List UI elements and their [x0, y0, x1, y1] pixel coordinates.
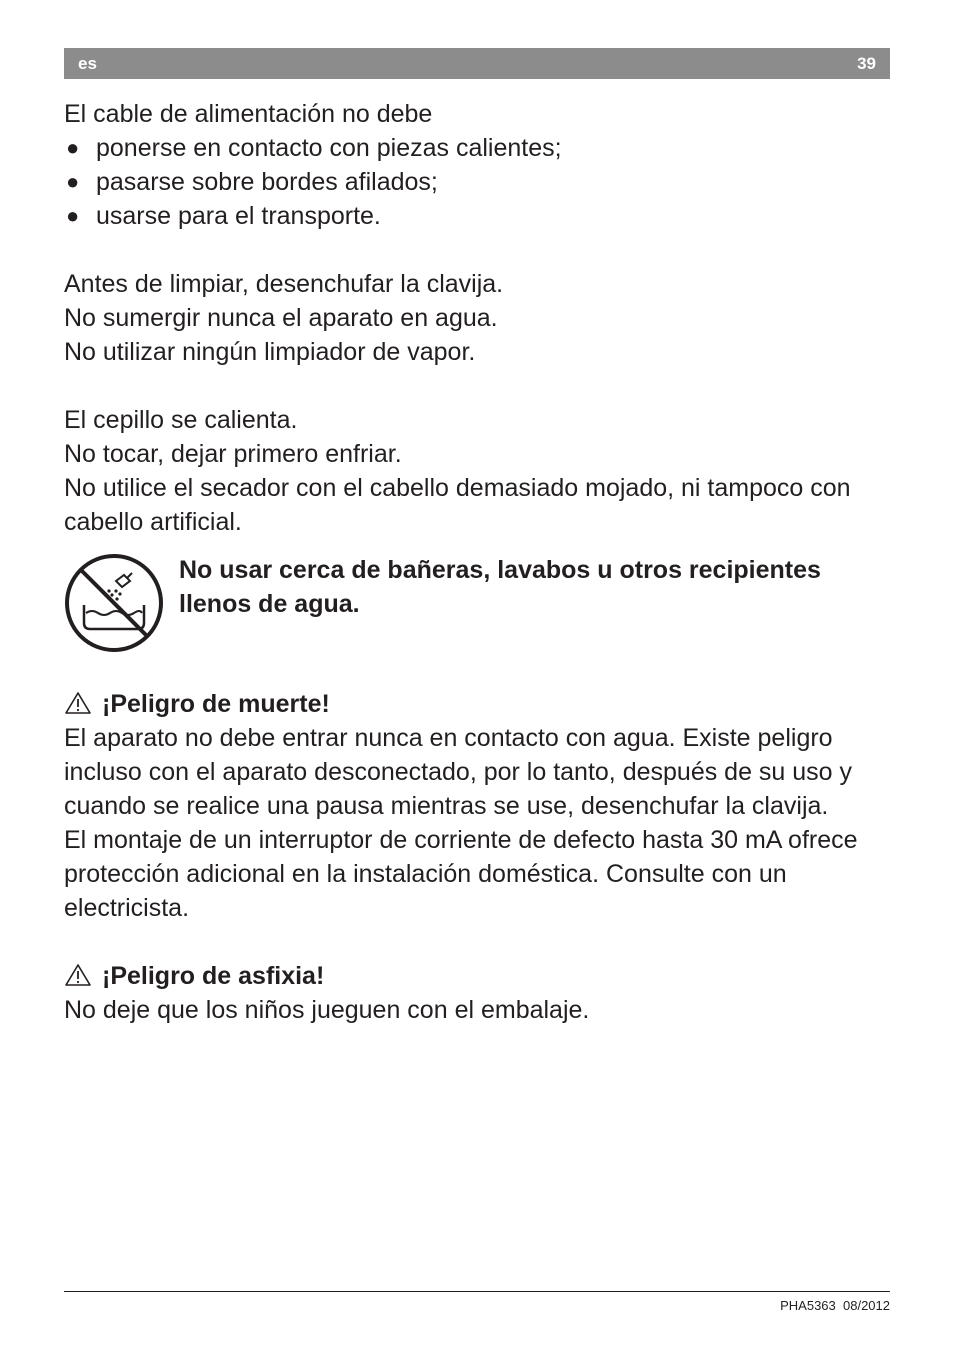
list-item: ● pasarse sobre bordes afilados;	[64, 165, 890, 199]
footer-info	[780, 1298, 890, 1313]
page-content	[64, 97, 890, 1027]
bullet-icon: ●	[66, 169, 80, 194]
page-header-bar	[64, 48, 890, 79]
warning-death-para: El aparato no debe entrar nunca en contacto con agua. Existe peligro incluso con el aparato desconectado, por lo tanto, después de su uso y cuando se realice una pausa mientras se use, desenchufar la clavija.	[64, 724, 853, 820]
no-water-warning	[64, 553, 890, 687]
page-number: 39	[857, 54, 876, 73]
warning-death-para: El montaje de un interruptor de corriente de defecto hasta 30 mA ofrece protección adicional en la instalación doméstica. Consulte con un electricista.	[64, 826, 858, 922]
warning-triangle-icon	[64, 691, 92, 715]
bullet-icon: ●	[66, 135, 80, 160]
warning-triangle-icon	[64, 963, 92, 987]
cable-intro: El cable de alimentación no debe	[64, 100, 433, 128]
language-code: es	[78, 54, 97, 73]
warning-suffocation-text: No deje que los niños jueguen con el embalaje.	[64, 996, 590, 1024]
warning-death-heading: ¡Peligro de muerte!	[64, 687, 890, 721]
warning-suffocation-heading: ¡Peligro de asfixia!	[64, 959, 890, 993]
hot-brush-line: No utilice el secador con el cabello demasiado mojado, ni tampoco con cabello artificial.	[64, 474, 851, 536]
cable-bullet-list	[64, 131, 890, 233]
list-item: ● ponerse en contacto con piezas calientes;	[64, 131, 890, 165]
footer-date: 08/2012	[843, 1298, 890, 1313]
footer-divider	[64, 1291, 890, 1292]
hot-brush-line: El cepillo se calienta.	[64, 406, 298, 434]
cleaning-line: No sumergir nunca el aparato en agua.	[64, 304, 498, 332]
bullet-icon: ●	[66, 203, 80, 228]
hot-brush-line: No tocar, dejar primero enfriar.	[64, 440, 402, 468]
cleaning-line: No utilizar ningún limpiador de vapor.	[64, 338, 476, 366]
list-item: ● usarse para el transporte.	[64, 199, 890, 233]
model-number: PHA5363	[780, 1298, 836, 1313]
no-water-icon	[64, 553, 164, 653]
no-water-text: No usar cerca de bañeras, lavabos u otros recipientes llenos de agua.	[179, 556, 821, 618]
cleaning-line: Antes de limpiar, desenchufar la clavija.	[64, 270, 504, 298]
